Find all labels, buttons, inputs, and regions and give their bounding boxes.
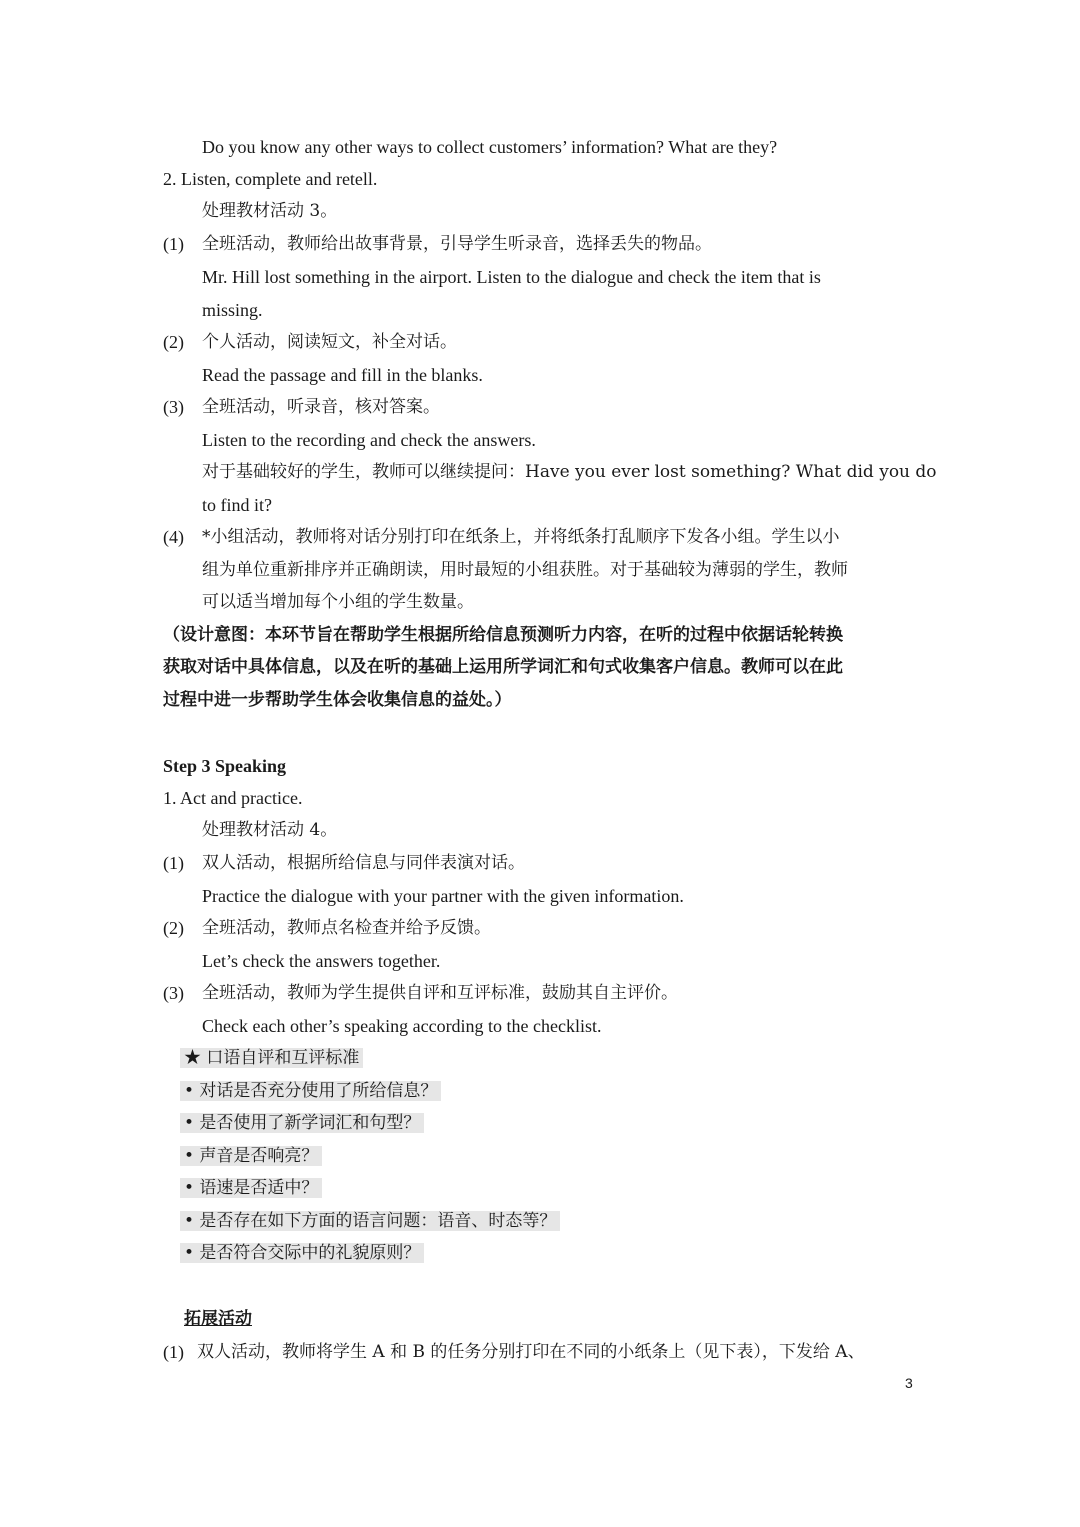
checklist-title: ★ 口语自评和互评标准 [180,1047,363,1069]
document-page: Do you know any other ways to collect customers’ information? What are they? 2. Listen, complete and retell. 处理教材活动 3。 (1) 全班活动，教师给出故事背景，引导学生听录音，选择丢失的物品。 Mr. Hill lost something in the airport. Listen to the dialogue and check the item that is missing. (2) 个人活动，阅读短文，补全对话。 Read the passage and fill in the blanks. (3) 全班活动，听录音，核对答案。 Listen to the recording and check the answers. 对于基础较好的学生，教师可以继续提问：Have you ever lost something? What did you do to find it? (4) *小组活动，教师将对话分别打印在纸条上，并将纸条打乱顺序下发各小组。学生以小 组为单位重新排序并正确朗读，用时最短的小组获胜。对于基础较为薄弱的学生，教师 可以适当增加每个小组的学生数量。 （设计意图：本环节旨在帮助学生根据所给信息预测听力内容，在听的过程中依据话轮转换 获取对话中具体信息，以及在听的基础上运用所学词汇和句式收集客户信息。教师可以在此 过程中进一步帮助学生体会收集信息的益处。） Step 3 Speaking 1. Act and practice. 处理教材活动 4。 (1) 双人活动，根据所给信息与同伴表演对话。 Practice the dialogue with your partner with the given information. (2) 全班活动，教师点名检查并给予反馈。 Let’s check the answers together. (3) 全班活动，教师为学生提供自评和互评标准，鼓励其自主评价。 Check each other’s speaking according to the checklist. ★ 口语自评和互评标准 • 对话是否充分使用了所给信息？ • 是否使用了新学词汇和句型？ • 声音是否响亮？ • 语速是否适中？ • 是否存在如下方面的语言问题：语音、时态等？ • 是否符合交际中的礼貌原则？ 拓展活动 (1) 双人活动，教师将学生 A 和 B 的任务分别打印在不同的小纸条上（见下表），下发给 A、 3 [163,137,937,1391]
checklist-item: • 语速是否适中？ [180,1177,322,1199]
checklist-item: • 是否使用了新学词汇和句型？ [180,1112,424,1134]
checklist-item: • 是否存在如下方面的语言问题：语音、时态等？ [180,1210,560,1232]
checklist-item: • 声音是否响亮？ [180,1145,322,1167]
checklist-item: • 对话是否充分使用了所给信息？ [180,1080,441,1102]
extension-title: 拓展活动 [184,1309,252,1329]
checklist-item: • 是否符合交际中的礼貌原则？ [180,1242,424,1264]
page-number: 3 [905,1375,913,1391]
